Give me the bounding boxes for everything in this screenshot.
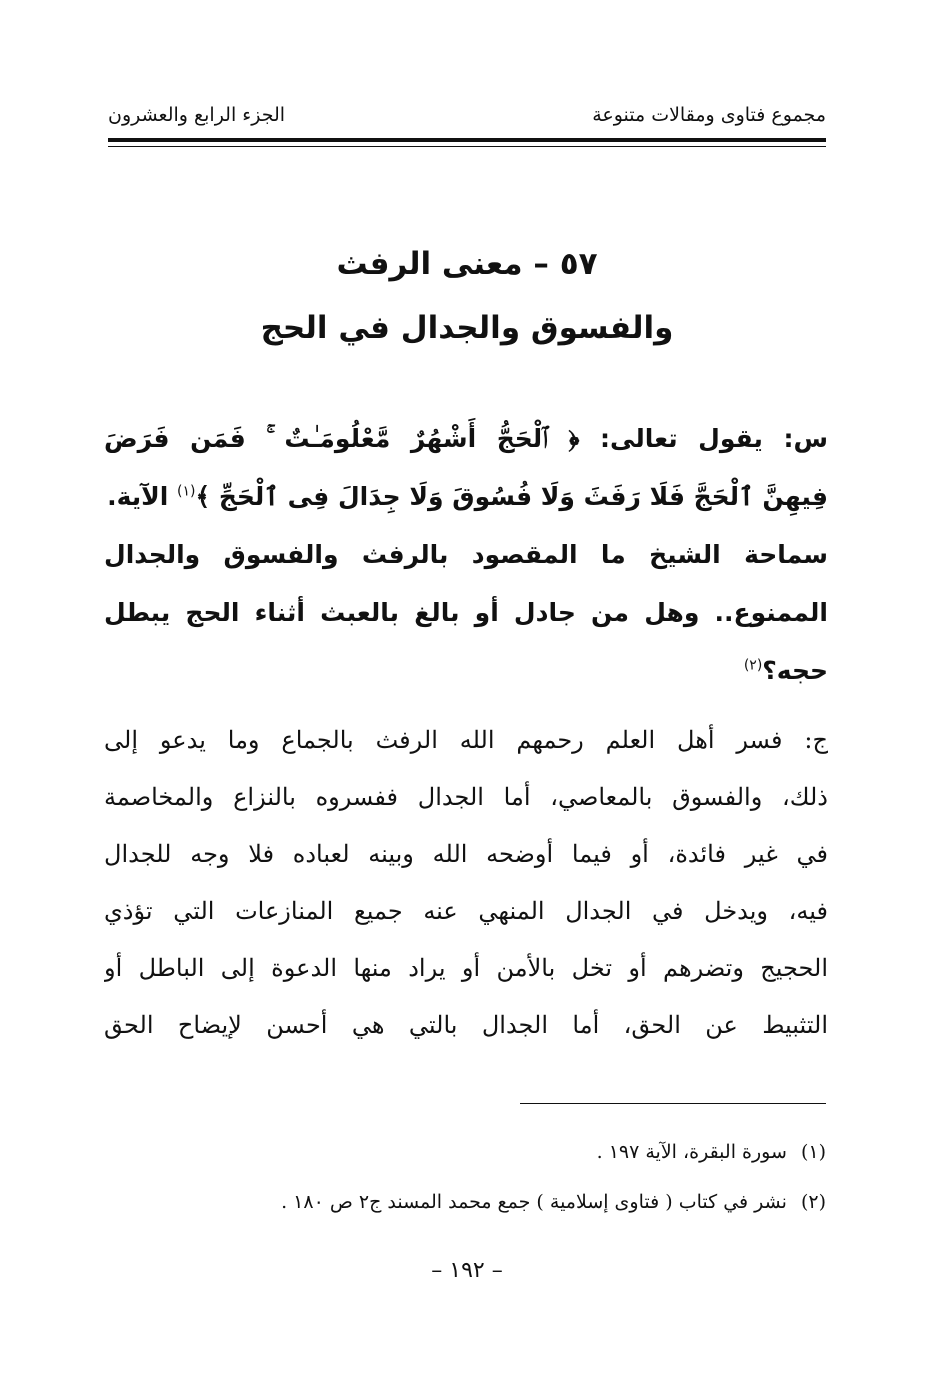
footnote-1 [108, 1134, 826, 1184]
footnote-ref-2: (٢) [743, 657, 763, 674]
answer-line: الحجيج وتضرهم أو تخل بالأمن أو يراد منها الدعوة إلى الباطل أو [104, 954, 828, 982]
title-line-1: ٥٧ – معنى الرفث [336, 246, 598, 282]
question-line-4: الممنوع.. وهل من جادل أو بالغ بالعبث أثناء الحج يبطل [104, 598, 828, 627]
answer-line: ذلك، والفسوق بالمعاصي، أما الجدال ففسروه بالنزاع والمخاصمة [104, 783, 828, 811]
footnote-ref-1: (١) [177, 483, 196, 500]
question-line-5 [104, 642, 828, 700]
verse-tail: الآية. [107, 482, 178, 511]
answer-line: التثبيط عن الحق، أما الجدال بالتي هي أحسن لإيضاح الحق [104, 1011, 828, 1039]
footnote-2 [108, 1184, 826, 1234]
running-header [108, 98, 826, 132]
quran-verse-end: فِيهِنَّ ٱلْحَجَّ فَلَا رَفَثَ وَلَا فُسُوقَ وَلَا جِدَالَ فِى ٱلْحَجِّ ﴾ [195, 482, 828, 511]
title-line-2: والفسوق والجدال في الحج [260, 310, 674, 346]
question-line-1: س: يقول تعالى: ﴿ ٱلْحَجُّ أَشْهُرٌ مَّعْلُومَـٰتٌ ۚ فَمَن فَرَضَ [104, 424, 828, 453]
answer-line: في غير فائدة، أو فيما أوضحه الله وبينه لعباده فلا وجه للجدال [104, 840, 828, 868]
footnote-separator [520, 1103, 826, 1104]
answer-line: فيه، ويدخل في الجدال المنهي عنه جميع المنازعات التي تؤذي [104, 897, 828, 925]
header-volume: الجزء الرابع والعشرون [108, 104, 286, 126]
header-rule-thin [108, 146, 826, 147]
answer-paragraph [104, 712, 828, 1054]
question-line-3: سماحة الشيخ ما المقصود بالرفث والفسوق والجدال [104, 540, 828, 569]
answer-line: ج: فسر أهل العلم رحمهم الله الرفث بالجماع وما يدعو إلى [104, 726, 828, 754]
header-rule-thick [108, 138, 826, 142]
question-paragraph [104, 410, 828, 700]
question-end: حجه؟ [762, 656, 828, 685]
footnotes [108, 1134, 826, 1234]
footnote-number: (٢) [800, 1191, 826, 1213]
footnote-text: نشر في كتاب ( فتاوى إسلامية ) جمع محمد المسند ج٢ ص ١٨٠ . [281, 1191, 787, 1213]
footnote-text: سورة البقرة، الآية ١٩٧ . [596, 1141, 787, 1163]
question-line-2 [104, 468, 828, 526]
page-number: – ١٩٢ – [431, 1258, 503, 1283]
header-book-title: مجموع فتاوى ومقالات متنوعة [592, 104, 826, 126]
fatwa-title [108, 232, 826, 360]
footnote-number: (١) [800, 1141, 826, 1163]
